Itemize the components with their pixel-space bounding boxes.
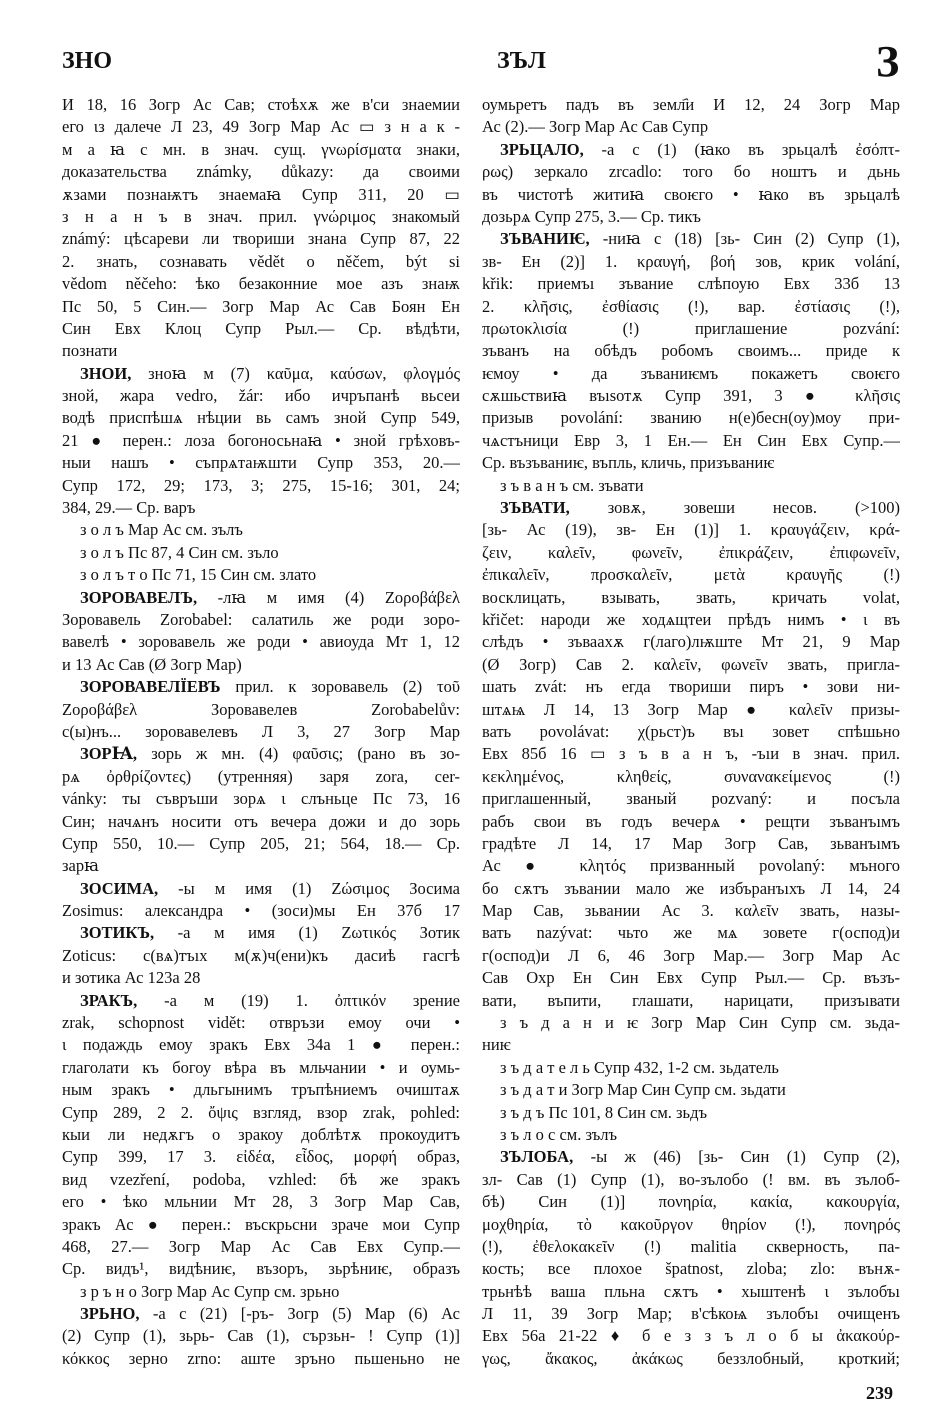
text-line (62, 609, 460, 631)
headword: ЗОСИМА, (80, 878, 159, 898)
text-line (62, 228, 460, 250)
line-text: его • ѣко мльнии Мт 28, 3 Зогр Мар Сав, (62, 1192, 460, 1212)
text-line (482, 184, 900, 206)
line-text: Ср. възъваниѥ, въпль, кличь, призъваниѥ (482, 453, 775, 473)
line-text: Евх 56а 21-22 ♦ б е з з ъ л о б ы ἀκακούρ- (482, 1326, 900, 1346)
text-line (62, 631, 460, 653)
line-text: кыи ли недѫгъ о зракоу доблѣтѫ прокоудитъ (62, 1124, 460, 1144)
text-line (482, 519, 900, 541)
line-text: κεκλημένος, κληθείς, συνανακείμενος (!) (482, 766, 900, 786)
text-line (62, 497, 460, 519)
text-line (62, 1102, 460, 1124)
line-text: známý: цѣсареви ли твориши знана Супр 87, 22 (62, 229, 460, 249)
line-text: Zoticus: с(вѧ)тъıх м(ѫ)ч(ени)къ дасиѣ гасгѣ (62, 945, 460, 965)
text-line (62, 1281, 460, 1303)
line-text: шать zvát: нъ егда твориши пиръ • зови ни- (482, 677, 900, 697)
text-line (62, 206, 460, 228)
line-text: з ъ л о с см. зълъ (500, 1124, 618, 1144)
line-text: вавелѣ • зоровавель же роди • авиоуда Мт 1, 12 (62, 632, 460, 652)
line-text: -а м (19) 1. ὀπτικόν зрение (137, 990, 460, 1010)
text-line (62, 452, 460, 474)
text-line (482, 1057, 900, 1079)
line-text: ѥмоу • да зъваниѥмъ покажетъ своѥго (482, 363, 900, 383)
line-text: з ъ д ъ Пс 101, 8 Син см. зьдъ (500, 1102, 707, 1122)
running-head-left: ЗНО (62, 48, 113, 74)
text-line (62, 475, 460, 497)
text-line (482, 766, 900, 788)
text-line (482, 94, 900, 116)
line-text: -а м имя (1) Ζωτικός Зотик (154, 923, 460, 943)
line-text: -лꙗ м имя (4) Ζοροβάβελ (197, 587, 460, 607)
text-line (62, 766, 460, 788)
line-text: (Ø Зогр) Сав 2. καλεῖν, φωνεῖν звать, пригла- (482, 654, 900, 674)
line-text: -ниꙗ с (18) [зь- Син (2) Супр (1), (589, 229, 900, 249)
line-text: бѣ) Син (1)] πονηρία, κακία, κακουργία, (482, 1192, 900, 1212)
line-text: (!), ἐθελοκακεῖν (!) malitia скверность, па- (482, 1236, 900, 1256)
text-line (482, 273, 900, 295)
line-text: сѫшьствиꙗ въısотѫ Супр 391, 3 ● κλῆσις (482, 386, 900, 406)
line-text: вати, въпити, глашати, нарицати, призъıвати (482, 990, 900, 1010)
text-line (62, 161, 460, 183)
line-text: 2. κλῆσις, ἐσθίασις (!), вар. ἐστίασις (!), (482, 296, 900, 316)
text-line (62, 945, 460, 967)
line-text: зорь ж мн. (4) φαῦσις; (рано въ зо- (137, 744, 460, 764)
line-text: Пс 50, 5 Син.— Зогр Мар Ас Сав Боян Ен (62, 296, 460, 316)
line-text: з н а н ъ в знач. прил. γνώριμος знакомый (62, 206, 460, 226)
text-line (62, 1169, 460, 1191)
text-line (62, 564, 460, 586)
text-line (482, 1034, 900, 1056)
text-line (482, 855, 900, 877)
text-line (62, 340, 460, 362)
line-text: 384, 29.— Ср. варъ (62, 498, 196, 518)
line-text: глаголати къ богоу вѣра въ мльчании • и оумь- (62, 1057, 460, 1077)
text-line (62, 654, 460, 676)
line-text: μοχθηρία, τὸ κακοῦργον θηρίον (!), πονηρός (482, 1214, 900, 1234)
headword: ЗОРꙖ, (80, 744, 137, 764)
line-text: доказательства známky, důkazy: да своими (62, 162, 460, 182)
text-line (482, 1325, 900, 1347)
line-text: рабъ свои въ годъ вечерѧ • рещти зъванъıмъ (482, 811, 900, 831)
text-line (62, 1057, 460, 1079)
text-line (482, 318, 900, 340)
text-line (482, 699, 900, 721)
line-text: з о л ъ Пс 87, 4 Син см. зъло (80, 542, 279, 562)
line-text: Ас (2).— Зогр Мар Ас Сав Супр (482, 117, 709, 137)
text-line (62, 407, 460, 429)
text-line (482, 967, 900, 989)
line-text: Ζοροβάβελ Зоровавелев Zorobabelův: (62, 699, 460, 719)
headword: ЗОТИКЪ, (80, 923, 155, 943)
line-text: зарꙗ (62, 856, 99, 876)
text-line (62, 900, 460, 922)
text-line (482, 407, 900, 429)
text-line (482, 900, 900, 922)
text-line (482, 1169, 900, 1191)
line-text: дозьрѧ Супр 275, 3.— Ср. тикъ (482, 206, 701, 226)
line-text: 21 ● перен.: лоза богоносьнаꙗ • зной грѣховъ- (62, 430, 460, 450)
text-line (62, 587, 460, 609)
text-line (482, 1012, 900, 1034)
text-line (62, 519, 460, 541)
text-line (482, 676, 900, 698)
text-line (62, 1303, 460, 1325)
line-text: г(оспод)и Л 6, 46 Зогр Мар.— Зогр Мар Ас (482, 945, 900, 965)
line-text: з ъ д а т е л ь Супр 432, 1-2 см. зьдатель (500, 1057, 779, 1077)
line-text: И 18, 16 Зогр Ас Сав; стоѣхѫ же в'си знаемии (62, 95, 460, 114)
text-line (482, 743, 900, 765)
headword: ЗЪВАТИ, (500, 498, 570, 518)
text-line (482, 1079, 900, 1101)
text-line (482, 116, 900, 138)
line-text: з ъ д а т и Зогр Мар Син Супр см. зьдати (500, 1080, 786, 1100)
right-column (482, 94, 900, 1370)
text-line (62, 833, 460, 855)
text-line (482, 139, 900, 161)
text-line (62, 967, 460, 989)
line-text: (2) Супр (1), зьрь- Сав (1), сързьн- ! Супр (1)] (62, 1326, 460, 1346)
line-text: κόκκος зерно zrno: аште зръно пьшеньно не (62, 1348, 460, 1368)
text-line (62, 1191, 460, 1213)
line-text: зъванъ на обѣдъ робомъ своимъ... приде к (482, 341, 900, 361)
headword: ЗРАКЪ, (80, 990, 138, 1010)
text-line (62, 878, 460, 900)
line-text: и 13 Ас Сав (Ø Зогр Мар) (62, 654, 242, 674)
text-line (62, 116, 460, 138)
text-line (62, 1348, 460, 1370)
text-line (482, 475, 900, 497)
line-text: ныи нашъ • съпрѧтаѭшти Супр 353, 20.— (62, 453, 460, 473)
text-line (482, 1191, 900, 1213)
line-text: Супр 399, 17 3. εἰδέα, εἶδος, μορφή образ, (62, 1147, 460, 1167)
text-line (482, 1124, 900, 1146)
headword: ЗНОИ, (80, 363, 132, 383)
line-text: вид vzezření, podoba, vzhled: бѣ же зракъ (62, 1169, 460, 1189)
text-line (62, 1258, 460, 1280)
line-text: ѫзами познаѭтъ знаемаꙗ Супр 311, 20 ▭ (62, 184, 460, 204)
text-line (62, 1325, 460, 1347)
line-text: з ъ д а н и ѥ Зогр Мар Син Супр см. зьда- (500, 1013, 900, 1033)
line-text: слѣдъ • зъваахѫ г(лаго)лѭште Мт 21, 9 Мар (482, 632, 900, 652)
text-line (62, 699, 460, 721)
text-line (62, 1214, 460, 1236)
line-text: Евх 85б 16 ▭ з ъ в а н ъ, -ъıи в знач. прил. (482, 744, 900, 764)
text-line (482, 721, 900, 743)
text-line (62, 1124, 460, 1146)
text-line (482, 430, 900, 452)
line-text: Л 11, 39 Зогр Мар; в'сѣкоѩ зълобъı очищенъ (482, 1304, 900, 1324)
line-text: рѧ ὀρθρίζοντες) (утренняя) заря zora, cer- (62, 766, 460, 786)
text-line (482, 811, 900, 833)
line-text: восклицать, взывать, звать, кричать volat, (482, 587, 900, 607)
text-line (482, 833, 900, 855)
line-text: с(ы)нъ... зоровавелевъ Л 3, 27 Зогр Мар (62, 721, 460, 741)
line-text: зв- Ен (2)] 1. κραυγή, βοή зов, крик volání, (482, 251, 900, 271)
line-text: Сав Охр Ен Син Евх Супр Рыл.— Ср. възъ- (482, 968, 900, 988)
line-text: з ъ в а н ъ см. зъвати (500, 475, 644, 495)
text-line (62, 1012, 460, 1034)
section-letter: З (876, 37, 900, 86)
line-text: křičet: народи же ходѧщтеи прѣдъ нимъ • ι въ (482, 609, 900, 629)
line-text: его ιз далече Л 23, 49 Зогр Мар Ас ▭ з н а к - (62, 117, 460, 137)
headword: ЗРЬЦАЛО, (500, 139, 584, 159)
text-line (482, 788, 900, 810)
text-line (482, 878, 900, 900)
line-text: vánky: ты съвръши зорѧ ι слъньце Пс 73, 16 (62, 789, 460, 809)
text-line (62, 385, 460, 407)
line-text: водѣ приспѣшѧ нѣции вь самъ зной Супр 549, (62, 408, 460, 428)
line-text: -а с (21) [-ръ- Зогр (5) Мар (6) Ас (139, 1304, 460, 1324)
line-text: чѧстъници Евр 3, 1 Ен.— Ен Син Евх Супр.— (482, 430, 900, 450)
text-line (62, 542, 460, 564)
line-text: кость; все плохое špatnost, zloba; zlo: вънѫ- (482, 1259, 900, 1279)
line-text: Супр 289, 2 2. ὄψις взгляд, взор zrak, pohled: (62, 1102, 460, 1122)
line-text: зовѫ, зовеши несов. (>100) (569, 498, 900, 518)
page-number: 239 (866, 1383, 893, 1403)
line-text: Супр 550, 10.— Супр 205, 21; 564, 18.— Ср. (62, 833, 460, 853)
text-line (482, 1303, 900, 1325)
line-text: призыв povolání: званию н(е)бесн(оу)моу при- (482, 408, 900, 428)
line-text: ἐπικαλεῖν, προσκαλεῖν, μετὰ κραυγῆς (!) (482, 565, 900, 585)
line-text: приглашенный, званый pozvaný: и посъла (482, 789, 900, 809)
line-text: зноꙗ м (7) καῦμα, καύσων, φλογμός (131, 363, 460, 383)
line-text: πρωτοκλισία (!) приглашение pozvání: (482, 318, 900, 338)
text-line (482, 1348, 900, 1370)
text-line (62, 184, 460, 206)
headword: ЗЪВАНИѤ, (500, 229, 590, 249)
line-text: оумьретъ падъ въ земл҄и И 12, 24 Зогр Мар (482, 95, 900, 114)
line-text: въ чистотѣ житиꙗ своѥго • ꙗко въ зрьцалѣ (482, 184, 900, 204)
line-text: зракъ Ас ● перен.: въскрьсни зраче мои Супр (62, 1214, 460, 1234)
line-text: 468, 27.— Зогр Мар Ас Сав Евх Супр.— (62, 1236, 460, 1256)
text-line (482, 609, 900, 631)
text-line (62, 1034, 460, 1056)
line-text: бо сѫтъ зъвании мало же избъранъıхъ Л 14, 24 (482, 878, 900, 898)
line-text: вать nazývat: чьто же мѧ зовете г(оспод)и (482, 923, 900, 943)
text-line (62, 296, 460, 318)
text-line (482, 1146, 900, 1168)
text-line (482, 1102, 900, 1124)
text-line (482, 296, 900, 318)
line-text: zrak, schopnost vidět: отвръзи емоу очи • (62, 1013, 460, 1033)
text-line (482, 363, 900, 385)
line-text: Супр 172, 29; 173, 3; 275, 15-16; 301, 24; (62, 475, 460, 495)
text-line (62, 721, 460, 743)
line-text: -а с (1) (ꙗко въ зрьцалѣ ἐσόπτ- (583, 139, 900, 159)
line-text: штѧѩ Л 14, 13 Зогр Мар ● καλεῖν призы- (482, 699, 900, 719)
text-line (62, 676, 460, 698)
text-line (62, 743, 460, 765)
text-line (482, 631, 900, 653)
line-text: Син Евх Клоц Супр Рыл.— Ср. вѣдѣти, (62, 318, 460, 338)
line-text: Ас ● κλητός призванный povolaný: мъного (482, 856, 900, 876)
line-text: Зоровавель Zorobabel: салатиль же роди зоро- (62, 609, 460, 629)
text-line (62, 430, 460, 452)
text-line (62, 922, 460, 944)
line-text: Мар Сав, зьвании Ас 3. καλεῖν звать, назы- (482, 901, 900, 921)
line-text: ζειν, καλεῖν, φωνεῖν, ἐπικράζειν, ἐπιφωνεῖν, (482, 542, 900, 562)
text-line (482, 1258, 900, 1280)
text-line (482, 990, 900, 1012)
text-line (62, 1079, 460, 1101)
text-line (62, 855, 460, 877)
text-line (62, 363, 460, 385)
headword: ЗРЬНО, (80, 1304, 140, 1324)
text-line (482, 922, 900, 944)
line-text: -ы ж (46) [зь- Син (1) Супр (2), (573, 1147, 900, 1167)
text-line (482, 161, 900, 183)
text-line (62, 990, 460, 1012)
text-line (482, 542, 900, 564)
headword: ЗОРОВАВЕЛЪ, (80, 587, 198, 607)
text-line (62, 318, 460, 340)
line-text: зной, жара vedro, žár: ибо ичръпанѣ вьсеи (62, 386, 460, 406)
line-text: з о л ъ Мар Ас см. зълъ (80, 520, 243, 540)
text-line (62, 1146, 460, 1168)
text-line (482, 1236, 900, 1258)
text-line (482, 206, 900, 228)
line-text: vědom něčeho: ѣко безаконние мое азъ знаѭ (62, 274, 460, 294)
line-text: трьнѣѣ ваша пльна сѫтъ • хыштенѣ ι зълобъı (482, 1281, 900, 1301)
text-line (482, 1281, 900, 1303)
line-text: Zosimus: александра • (зоси)мы Ен 37б 17 (62, 901, 460, 921)
text-line (482, 452, 900, 474)
line-text: ρως) зеркало zrcadlo: того бо ноштъ и дьнь (482, 162, 900, 182)
line-text: зл- Сав (1) Супр (1), во-зълобо (! вм. въ зълоб- (482, 1169, 900, 1189)
text-line (482, 945, 900, 967)
text-line (62, 788, 460, 810)
text-line (62, 251, 460, 273)
text-line (482, 564, 900, 586)
line-text: познати (62, 341, 118, 361)
headword: ЗОРОВАВЕЛЇЕВЪ (80, 677, 221, 697)
text-line (482, 497, 900, 519)
line-text: křik: приемъı зъвание слѣпоую Евх 33б 13 (482, 274, 900, 294)
text-line (482, 1214, 900, 1236)
text-line (482, 587, 900, 609)
line-text: ниѥ (482, 1035, 511, 1055)
left-column (62, 94, 460, 1370)
text-line (482, 385, 900, 407)
line-text: з р ъ н о Зогр Мар Ас Супр см. зрьно (80, 1281, 340, 1301)
text-line (482, 654, 900, 676)
text-line (62, 273, 460, 295)
text-line (62, 1236, 460, 1258)
line-text: градѣте Л 14, 17 Мар Зогр Сав, зьванъıмъ (482, 833, 900, 853)
line-text: [зь- Ас (19), зв- Ен (1)] 1. κραυγάζειν, κρά- (482, 520, 900, 540)
text-line (62, 94, 460, 116)
line-text: ным зракъ • дльгынимъ тръпѣниемъ очиштаѫ (62, 1080, 460, 1100)
text-line (62, 811, 460, 833)
line-text: з о л ъ т о Пс 71, 15 Син см. злато (80, 565, 317, 585)
line-text: прил. к зоровавель (2) τοῦ (220, 677, 460, 697)
line-text: м а ꙗ с мн. в знач. сущ. γνωρίσματα знаки, (62, 139, 460, 159)
text-line (482, 340, 900, 362)
line-text: Ср. видъ¹, видѣниѥ, възоръ, зьрѣниѥ, образъ (62, 1259, 460, 1279)
text-line (482, 251, 900, 273)
headword: ЗЪЛОБА, (500, 1147, 574, 1167)
running-head-center: ЗЪЛ (497, 48, 546, 74)
line-text: -ы м имя (1) Ζώσιμος Зосима (158, 878, 460, 898)
line-text: ι подаждь емоу зракъ Евх 34а 1 ● перен.: (62, 1035, 460, 1055)
line-text: и зотика Ас 123а 28 (62, 968, 201, 988)
line-text: γως, ἄκακος, ἀκάκως беззлобный, кроткий; (482, 1348, 900, 1368)
line-text: Син; начѧнъ носити отъ вечера дожи и до зорь (62, 811, 460, 831)
text-line (62, 139, 460, 161)
line-text: 2. знать, сознавать vědět o něčem, být si (62, 251, 460, 271)
line-text: вать povolávat: χ(рьст)ъ въı зовет спѣшьно (482, 721, 900, 741)
text-line (482, 228, 900, 250)
